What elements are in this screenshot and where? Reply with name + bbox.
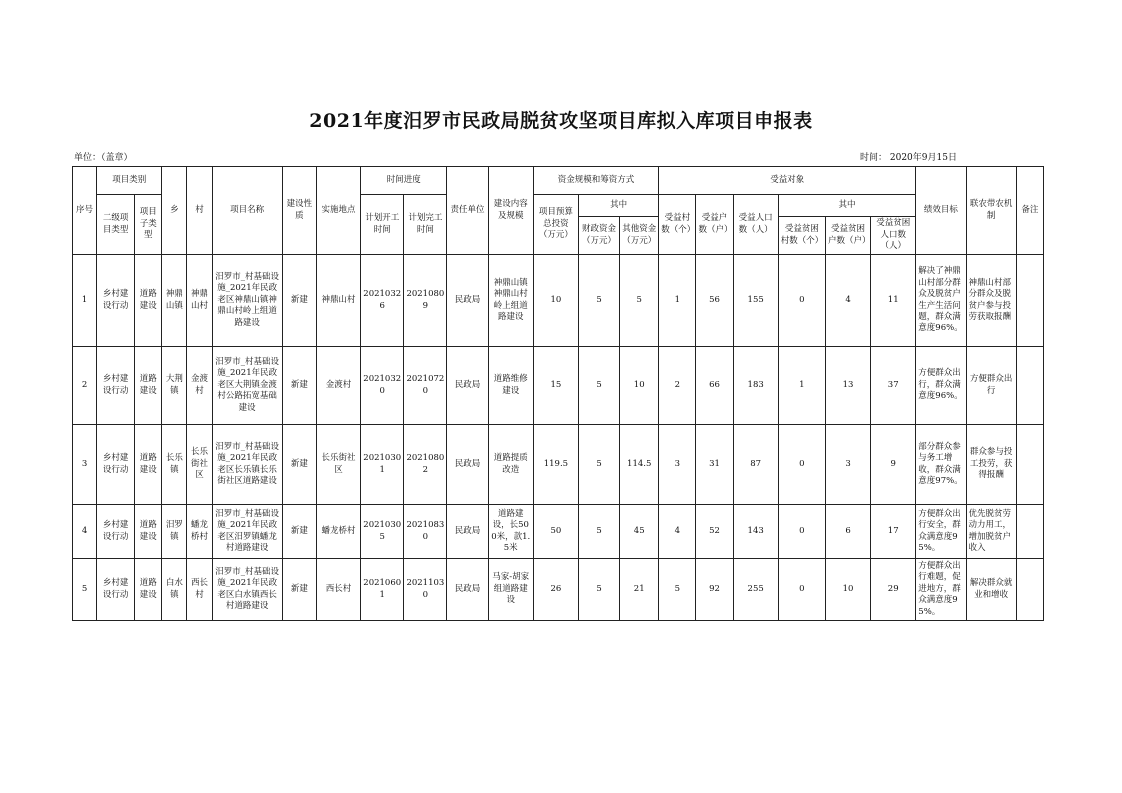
cell-end: 20210830 — [404, 505, 447, 559]
header-ben-of-which: 其中 — [778, 195, 916, 217]
header-fiscal: 财政资金（万元） — [578, 217, 619, 255]
cell-other: 10 — [620, 347, 659, 425]
cell-remark — [1016, 255, 1043, 347]
cell-remark — [1016, 347, 1043, 425]
cell-nature: 新建 — [282, 559, 316, 621]
header-location: 实施地点 — [316, 167, 360, 255]
cell-name: 汨罗市_村基础设施_2021年民政老区白水镇西长村道路建设 — [212, 559, 282, 621]
cell-ben-villages: 4 — [659, 505, 696, 559]
cell-village: 西长村 — [187, 559, 212, 621]
header-other: 其他资金（万元） — [620, 217, 659, 255]
cell-other: 5 — [620, 255, 659, 347]
cell-poor-households: 6 — [825, 505, 870, 559]
cell-location: 西长村 — [316, 559, 360, 621]
cell-seq: 2 — [73, 347, 97, 425]
cell-end: 20210809 — [404, 255, 447, 347]
cell-township: 神鼎山镇 — [162, 255, 187, 347]
header-project-name: 项目名称 — [212, 167, 282, 255]
cell-ben-households: 92 — [696, 559, 733, 621]
header-category-sub: 项目子类型 — [135, 195, 162, 255]
cell-township: 长乐镇 — [162, 425, 187, 505]
cell-content: 道路提质改造 — [488, 425, 533, 505]
cell-resp: 民政局 — [447, 347, 488, 425]
cell-mechanism: 神鼎山村部分群众及脱贫户参与投劳获取报酬 — [966, 255, 1016, 347]
cell-l2: 乡村建设行动 — [97, 559, 135, 621]
cell-village: 神鼎山村 — [187, 255, 212, 347]
cell-ben-people: 155 — [733, 255, 778, 347]
page-title: 2021年度汨罗市民政局脱贫攻坚项目库拟入库项目申报表 — [309, 110, 813, 132]
cell-budget: 10 — [533, 255, 578, 347]
cell-poor-people: 37 — [871, 347, 916, 425]
cell-poor-people: 17 — [871, 505, 916, 559]
cell-mechanism: 方便群众出行 — [966, 347, 1016, 425]
cell-seq: 3 — [73, 425, 97, 505]
cell-ben-households: 52 — [696, 505, 733, 559]
cell-budget: 15 — [533, 347, 578, 425]
header-funds-of-which: 其中 — [578, 195, 658, 217]
cell-sub: 道路建设 — [135, 559, 162, 621]
cell-remark — [1016, 559, 1043, 621]
cell-ben-households: 31 — [696, 425, 733, 505]
cell-name: 汨罗市_村基础设施_2021年民政老区大荆镇金渡村公路拓宽基础建设 — [212, 347, 282, 425]
cell-ben-people: 183 — [733, 347, 778, 425]
cell-ben-villages: 5 — [659, 559, 696, 621]
cell-fiscal: 5 — [578, 425, 619, 505]
cell-village: 蟠龙桥村 — [187, 505, 212, 559]
cell-fiscal: 5 — [578, 255, 619, 347]
cell-poor-households: 10 — [825, 559, 870, 621]
cell-ben-households: 56 — [696, 255, 733, 347]
cell-village: 金渡村 — [187, 347, 212, 425]
cell-ben-people: 87 — [733, 425, 778, 505]
cell-mechanism: 群众参与投工投劳，获得报酬 — [966, 425, 1016, 505]
cell-content: 马家-胡家组道路建设 — [488, 559, 533, 621]
header-ben-households: 受益户数（户） — [696, 195, 733, 255]
cell-goal: 部分群众参与务工增收，群众满意度97%。 — [916, 425, 966, 505]
cell-poor-households: 13 — [825, 347, 870, 425]
header-poor-people: 受益贫困人口数（人） — [871, 217, 916, 255]
header-responsible: 责任单位 — [447, 167, 488, 255]
cell-l2: 乡村建设行动 — [97, 505, 135, 559]
cell-ben-households: 66 — [696, 347, 733, 425]
cell-sub: 道路建设 — [135, 255, 162, 347]
cell-nature: 新建 — [282, 425, 316, 505]
cell-start: 20210601 — [361, 559, 404, 621]
cell-fiscal: 5 — [578, 505, 619, 559]
cell-poor-people: 29 — [871, 559, 916, 621]
table-row — [73, 505, 1044, 559]
cell-goal: 方便群众出行安全，群众满意度95%。 — [916, 505, 966, 559]
cell-start: 20210305 — [361, 505, 404, 559]
header-ben-villages: 受益村数（个） — [659, 195, 696, 255]
cell-poor-people: 11 — [871, 255, 916, 347]
cell-poor-villages: 0 — [778, 505, 825, 559]
header-township: 乡 — [162, 167, 187, 255]
cell-nature: 新建 — [282, 347, 316, 425]
cell-start: 20210320 — [361, 347, 404, 425]
cell-start: 20210326 — [361, 255, 404, 347]
header-village: 村 — [187, 167, 212, 255]
cell-location: 神鼎山村 — [316, 255, 360, 347]
cell-township: 白水镇 — [162, 559, 187, 621]
header-plan-start: 计划开工时间 — [361, 195, 404, 255]
cell-name: 汨罗市_村基础设施_2021年民政老区长乐镇长乐街社区道路建设 — [212, 425, 282, 505]
cell-sub: 道路建设 — [135, 505, 162, 559]
cell-ben-villages: 1 — [659, 255, 696, 347]
cell-l2: 乡村建设行动 — [97, 255, 135, 347]
cell-location: 金渡村 — [316, 347, 360, 425]
header-plan-end: 计划完工时间 — [404, 195, 447, 255]
header-category-l2: 二级项目类型 — [97, 195, 135, 255]
cell-poor-villages: 0 — [778, 559, 825, 621]
cell-l2: 乡村建设行动 — [97, 347, 135, 425]
cell-end: 20210720 — [404, 347, 447, 425]
header-beneficiaries: 受益对象 — [659, 167, 916, 195]
cell-seq: 4 — [73, 505, 97, 559]
cell-other: 21 — [620, 559, 659, 621]
cell-poor-villages: 1 — [778, 347, 825, 425]
cell-ben-people: 255 — [733, 559, 778, 621]
cell-poor-households: 4 — [825, 255, 870, 347]
table-row — [73, 347, 1044, 425]
cell-resp: 民政局 — [447, 559, 488, 621]
cell-sub: 道路建设 — [135, 347, 162, 425]
cell-mechanism: 优先脱贫劳动力用工，增加脱贫户收入 — [966, 505, 1016, 559]
header-seq: 序号 — [73, 167, 97, 255]
cell-goal: 方便群众出行难题，促进地方，群众满意度95%。 — [916, 559, 966, 621]
cell-township: 汨罗镇 — [162, 505, 187, 559]
cell-name: 汨罗市_村基础设施_2021年民政老区汨罗镇蟠龙村道路建设 — [212, 505, 282, 559]
cell-location: 长乐街社区 — [316, 425, 360, 505]
header-budget: 项目预算总投资（万元） — [533, 195, 578, 255]
cell-goal: 方便群众出行，群众满意度96%。 — [916, 347, 966, 425]
table-row — [73, 559, 1044, 621]
cell-name: 汨罗市_村基础设施_2021年民政老区神鼎山镇神鼎山村岭上组道路建设 — [212, 255, 282, 347]
header-poor-villages: 受益贫困村数（个） — [778, 217, 825, 255]
table-row — [73, 425, 1044, 505]
unit-label: 单位：（盖章） — [74, 153, 133, 163]
cell-ben-villages: 3 — [659, 425, 696, 505]
cell-seq: 1 — [73, 255, 97, 347]
header-mechanism: 联农带农机制 — [966, 167, 1016, 255]
cell-poor-people: 9 — [871, 425, 916, 505]
cell-content: 神鼎山镇神鼎山村岭上组道路建设 — [488, 255, 533, 347]
cell-nature: 新建 — [282, 505, 316, 559]
cell-goal: 解决了神鼎山村部分群众及脱贫户生产生活问题，群众满意度96%。 — [916, 255, 966, 347]
cell-content: 道路建设，长500米，款1.5米 — [488, 505, 533, 559]
cell-resp: 民政局 — [447, 425, 488, 505]
cell-village: 长乐街社区 — [187, 425, 212, 505]
cell-other: 114.5 — [620, 425, 659, 505]
cell-fiscal: 5 — [578, 347, 619, 425]
cell-ben-villages: 2 — [659, 347, 696, 425]
header-content: 建设内容及规模 — [488, 167, 533, 255]
cell-end: 20210802 — [404, 425, 447, 505]
cell-poor-villages: 0 — [778, 425, 825, 505]
cell-poor-households: 3 — [825, 425, 870, 505]
header-remark: 备注 — [1016, 167, 1043, 255]
cell-sub: 道路建设 — [135, 425, 162, 505]
header-poor-households: 受益贫困户数（户） — [825, 217, 870, 255]
cell-budget: 26 — [533, 559, 578, 621]
cell-other: 45 — [620, 505, 659, 559]
cell-resp: 民政局 — [447, 255, 488, 347]
cell-poor-villages: 0 — [778, 255, 825, 347]
project-table — [72, 166, 1044, 621]
cell-budget: 119.5 — [533, 425, 578, 505]
header-schedule: 时间进度 — [361, 167, 447, 195]
cell-ben-people: 143 — [733, 505, 778, 559]
cell-content: 道路维修建设 — [488, 347, 533, 425]
cell-location: 蟠龙桥村 — [316, 505, 360, 559]
cell-resp: 民政局 — [447, 505, 488, 559]
header-goal: 绩效目标 — [916, 167, 966, 255]
cell-l2: 乡村建设行动 — [97, 425, 135, 505]
cell-budget: 50 — [533, 505, 578, 559]
cell-nature: 新建 — [282, 255, 316, 347]
header-ben-people: 受益人口数（人） — [733, 195, 778, 255]
cell-mechanism: 解决群众就业和增收 — [966, 559, 1016, 621]
cell-remark — [1016, 505, 1043, 559]
cell-seq: 5 — [73, 559, 97, 621]
table-row — [73, 255, 1044, 347]
header-nature: 建设性质 — [282, 167, 316, 255]
cell-township: 大荆镇 — [162, 347, 187, 425]
cell-remark — [1016, 425, 1043, 505]
cell-start: 20210301 — [361, 425, 404, 505]
date-label: 时间： 2020年9月15日 — [860, 153, 957, 163]
header-category: 项目类别 — [97, 167, 162, 195]
cell-fiscal: 5 — [578, 559, 619, 621]
header-funds: 资金规模和筹资方式 — [533, 167, 658, 195]
cell-end: 20211030 — [404, 559, 447, 621]
